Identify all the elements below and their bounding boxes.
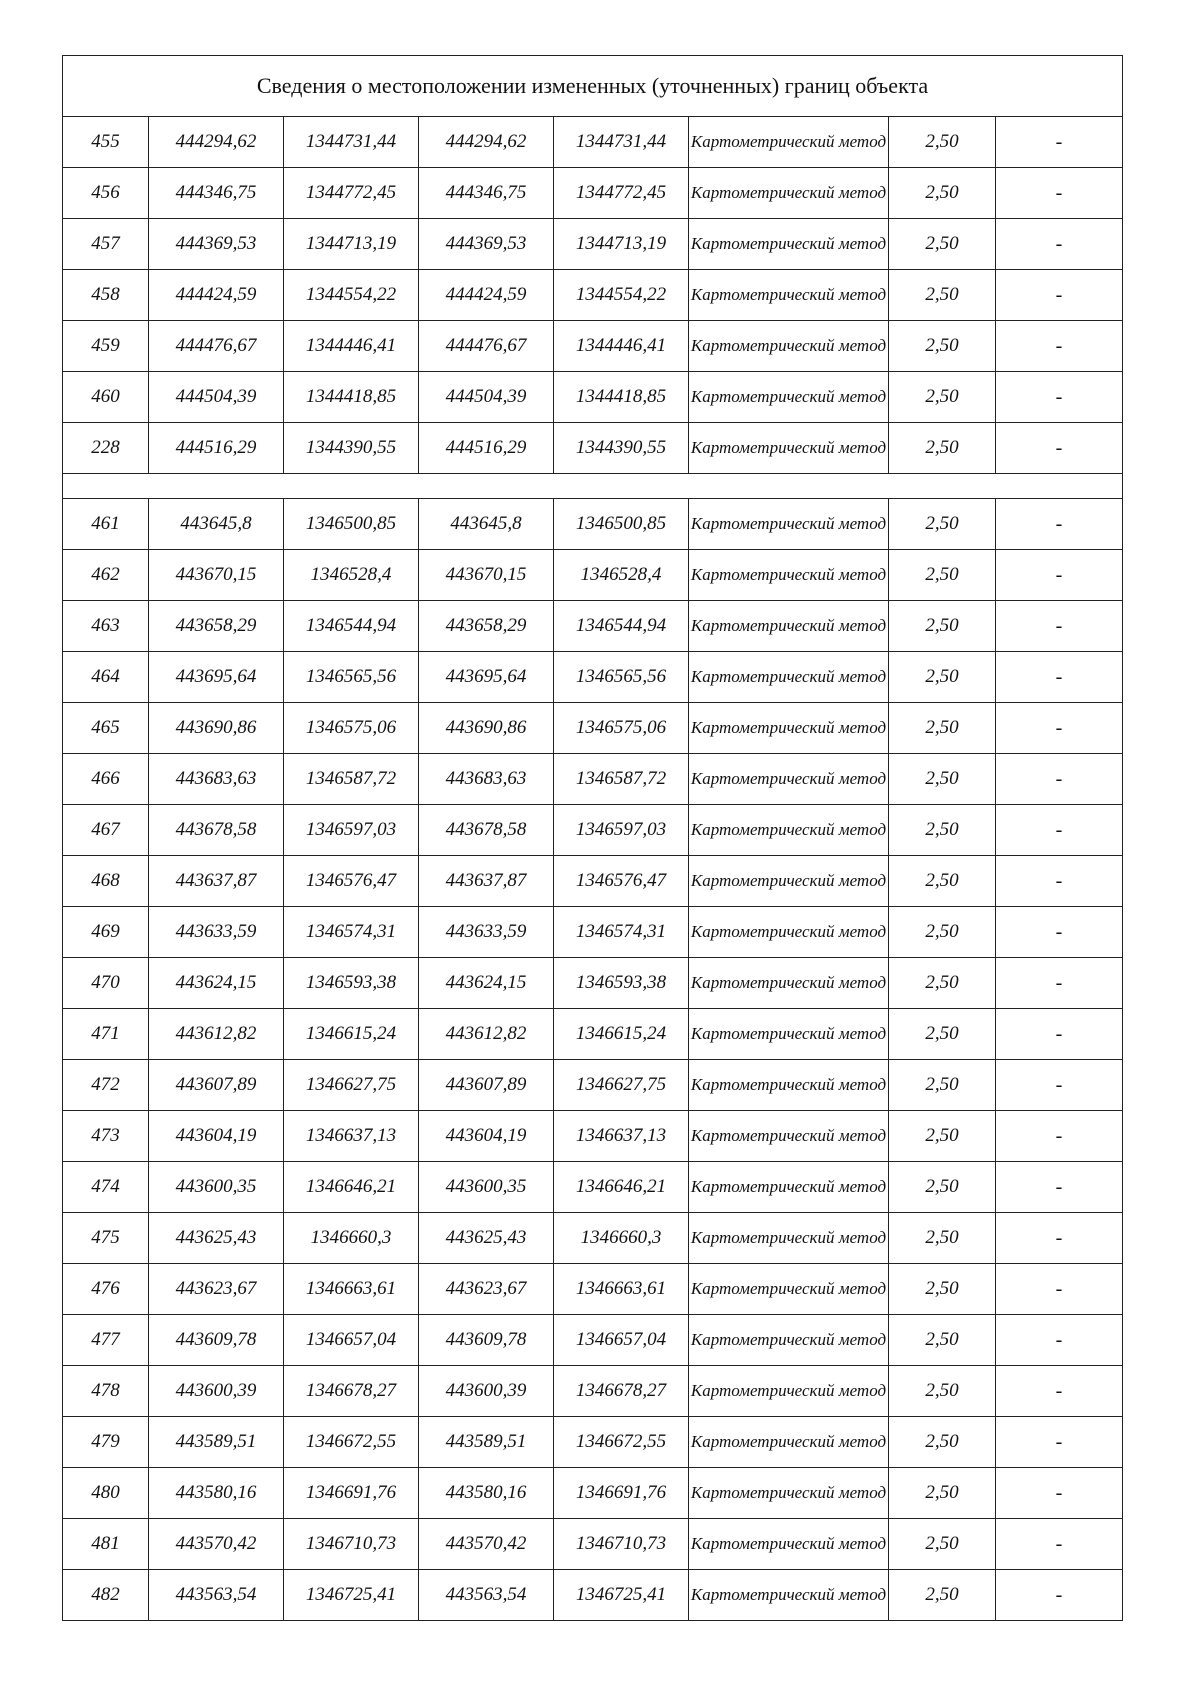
accuracy-cell: 2,50 [889, 856, 996, 907]
point-number-cell: 467 [63, 805, 149, 856]
x-refined-cell: 443600,39 [419, 1366, 554, 1417]
description-cell: - [996, 499, 1123, 550]
y-refined-cell: 1346710,73 [554, 1519, 689, 1570]
description-cell: - [996, 652, 1123, 703]
point-number-cell: 464 [63, 652, 149, 703]
x-existing-cell: 443609,78 [149, 1315, 284, 1366]
method-cell: Картометрический метод [689, 805, 889, 856]
y-refined-cell: 1344554,22 [554, 270, 689, 321]
accuracy-cell: 2,50 [889, 805, 996, 856]
accuracy-cell: 2,50 [889, 601, 996, 652]
point-number-cell: 482 [63, 1570, 149, 1621]
table-row [63, 1519, 1123, 1570]
description-cell: - [996, 372, 1123, 423]
y-existing-cell: 1346678,27 [284, 1366, 419, 1417]
point-number-cell: 468 [63, 856, 149, 907]
description-cell: - [996, 219, 1123, 270]
accuracy-cell: 2,50 [889, 1264, 996, 1315]
table-row [63, 601, 1123, 652]
x-existing-cell: 443580,16 [149, 1468, 284, 1519]
y-refined-cell: 1344446,41 [554, 321, 689, 372]
table-row [63, 958, 1123, 1009]
table-row [63, 805, 1123, 856]
y-refined-cell: 1344418,85 [554, 372, 689, 423]
x-existing-cell: 443600,39 [149, 1366, 284, 1417]
method-cell: Картометрический метод [689, 1213, 889, 1264]
y-existing-cell: 1346672,55 [284, 1417, 419, 1468]
description-cell: - [996, 1060, 1123, 1111]
x-existing-cell: 443695,64 [149, 652, 284, 703]
method-cell: Картометрический метод [689, 1315, 889, 1366]
point-number-cell: 480 [63, 1468, 149, 1519]
description-cell: - [996, 168, 1123, 219]
x-existing-cell: 444294,62 [149, 117, 284, 168]
x-refined-cell: 444504,39 [419, 372, 554, 423]
x-refined-cell: 444516,29 [419, 423, 554, 474]
y-existing-cell: 1346575,06 [284, 703, 419, 754]
y-existing-cell: 1346544,94 [284, 601, 419, 652]
point-number-cell: 474 [63, 1162, 149, 1213]
accuracy-cell: 2,50 [889, 1315, 996, 1366]
x-existing-cell: 444346,75 [149, 168, 284, 219]
point-number-cell: 470 [63, 958, 149, 1009]
x-refined-cell: 443678,58 [419, 805, 554, 856]
table-row [63, 652, 1123, 703]
y-existing-cell: 1346657,04 [284, 1315, 419, 1366]
table-title-row [63, 56, 1123, 117]
y-existing-cell: 1344554,22 [284, 270, 419, 321]
method-cell: Картометрический метод [689, 321, 889, 372]
x-refined-cell: 443607,89 [419, 1060, 554, 1111]
description-cell: - [996, 1315, 1123, 1366]
method-cell: Картометрический метод [689, 958, 889, 1009]
method-cell: Картометрический метод [689, 423, 889, 474]
y-refined-cell: 1344713,19 [554, 219, 689, 270]
table-row [63, 219, 1123, 270]
y-existing-cell: 1344772,45 [284, 168, 419, 219]
table-row [63, 270, 1123, 321]
x-refined-cell: 444369,53 [419, 219, 554, 270]
accuracy-cell: 2,50 [889, 754, 996, 805]
description-cell: - [996, 1111, 1123, 1162]
table-row [63, 907, 1123, 958]
point-number-cell: 473 [63, 1111, 149, 1162]
description-cell: - [996, 1570, 1123, 1621]
description-cell: - [996, 270, 1123, 321]
accuracy-cell: 2,50 [889, 907, 996, 958]
method-cell: Картометрический метод [689, 1009, 889, 1060]
table-row [63, 703, 1123, 754]
x-refined-cell: 443604,19 [419, 1111, 554, 1162]
point-number-cell: 228 [63, 423, 149, 474]
accuracy-cell: 2,50 [889, 372, 996, 423]
accuracy-cell: 2,50 [889, 1366, 996, 1417]
method-cell: Картометрический метод [689, 117, 889, 168]
y-refined-cell: 1346627,75 [554, 1060, 689, 1111]
y-refined-cell: 1346574,31 [554, 907, 689, 958]
y-existing-cell: 1346597,03 [284, 805, 419, 856]
x-existing-cell: 444504,39 [149, 372, 284, 423]
point-number-cell: 477 [63, 1315, 149, 1366]
accuracy-cell: 2,50 [889, 499, 996, 550]
y-existing-cell: 1346663,61 [284, 1264, 419, 1315]
accuracy-cell: 2,50 [889, 270, 996, 321]
method-cell: Картометрический метод [689, 856, 889, 907]
table-row [63, 499, 1123, 550]
point-number-cell: 469 [63, 907, 149, 958]
point-number-cell: 472 [63, 1060, 149, 1111]
table-row [63, 856, 1123, 907]
description-cell: - [996, 907, 1123, 958]
accuracy-cell: 2,50 [889, 168, 996, 219]
accuracy-cell: 2,50 [889, 1519, 996, 1570]
method-cell: Картометрический метод [689, 372, 889, 423]
x-refined-cell: 444294,62 [419, 117, 554, 168]
method-cell: Картометрический метод [689, 1417, 889, 1468]
description-cell: - [996, 423, 1123, 474]
accuracy-cell: 2,50 [889, 1213, 996, 1264]
table-row [63, 1366, 1123, 1417]
y-existing-cell: 1346660,3 [284, 1213, 419, 1264]
description-cell: - [996, 754, 1123, 805]
x-refined-cell: 443625,43 [419, 1213, 554, 1264]
x-refined-cell: 443600,35 [419, 1162, 554, 1213]
accuracy-cell: 2,50 [889, 423, 996, 474]
group-separator-cell [63, 474, 1123, 499]
x-refined-cell: 443633,59 [419, 907, 554, 958]
x-existing-cell: 443633,59 [149, 907, 284, 958]
description-cell: - [996, 550, 1123, 601]
accuracy-cell: 2,50 [889, 1060, 996, 1111]
y-refined-cell: 1346657,04 [554, 1315, 689, 1366]
x-refined-cell: 443670,15 [419, 550, 554, 601]
method-cell: Картометрический метод [689, 1162, 889, 1213]
y-refined-cell: 1346646,21 [554, 1162, 689, 1213]
y-refined-cell: 1346663,61 [554, 1264, 689, 1315]
point-number-cell: 476 [63, 1264, 149, 1315]
x-existing-cell: 443625,43 [149, 1213, 284, 1264]
point-number-cell: 457 [63, 219, 149, 270]
x-refined-cell: 444424,59 [419, 270, 554, 321]
accuracy-cell: 2,50 [889, 1417, 996, 1468]
x-existing-cell: 443563,54 [149, 1570, 284, 1621]
x-existing-cell: 443658,29 [149, 601, 284, 652]
point-number-cell: 481 [63, 1519, 149, 1570]
y-existing-cell: 1344390,55 [284, 423, 419, 474]
boundary-coordinates-table [62, 55, 1123, 1621]
x-refined-cell: 443612,82 [419, 1009, 554, 1060]
description-cell: - [996, 805, 1123, 856]
y-existing-cell: 1346646,21 [284, 1162, 419, 1213]
x-existing-cell: 443612,82 [149, 1009, 284, 1060]
table-row [63, 1417, 1123, 1468]
y-refined-cell: 1346587,72 [554, 754, 689, 805]
y-refined-cell: 1346575,06 [554, 703, 689, 754]
point-number-cell: 465 [63, 703, 149, 754]
y-existing-cell: 1346576,47 [284, 856, 419, 907]
y-refined-cell: 1346615,24 [554, 1009, 689, 1060]
x-existing-cell: 443570,42 [149, 1519, 284, 1570]
description-cell: - [996, 1366, 1123, 1417]
point-number-cell: 459 [63, 321, 149, 372]
y-refined-cell: 1346672,55 [554, 1417, 689, 1468]
point-number-cell: 475 [63, 1213, 149, 1264]
description-cell: - [996, 1519, 1123, 1570]
method-cell: Картометрический метод [689, 907, 889, 958]
method-cell: Картометрический метод [689, 1468, 889, 1519]
method-cell: Картометрический метод [689, 1111, 889, 1162]
method-cell: Картометрический метод [689, 219, 889, 270]
x-refined-cell: 443563,54 [419, 1570, 554, 1621]
y-refined-cell: 1346725,41 [554, 1570, 689, 1621]
x-refined-cell: 443580,16 [419, 1468, 554, 1519]
x-refined-cell: 443658,29 [419, 601, 554, 652]
table-row [63, 117, 1123, 168]
x-refined-cell: 443637,87 [419, 856, 554, 907]
x-refined-cell: 444476,67 [419, 321, 554, 372]
table-row [63, 168, 1123, 219]
point-number-cell: 462 [63, 550, 149, 601]
point-number-cell: 463 [63, 601, 149, 652]
description-cell: - [996, 1162, 1123, 1213]
x-existing-cell: 444476,67 [149, 321, 284, 372]
x-existing-cell: 443589,51 [149, 1417, 284, 1468]
method-cell: Картометрический метод [689, 1060, 889, 1111]
y-refined-cell: 1346678,27 [554, 1366, 689, 1417]
table-row [63, 1009, 1123, 1060]
description-cell: - [996, 1468, 1123, 1519]
method-cell: Картометрический метод [689, 1264, 889, 1315]
table-row [63, 1468, 1123, 1519]
x-existing-cell: 443623,67 [149, 1264, 284, 1315]
y-existing-cell: 1346500,85 [284, 499, 419, 550]
method-cell: Картометрический метод [689, 601, 889, 652]
y-existing-cell: 1346725,41 [284, 1570, 419, 1621]
y-existing-cell: 1346528,4 [284, 550, 419, 601]
table-row [63, 1060, 1123, 1111]
y-existing-cell: 1346593,38 [284, 958, 419, 1009]
y-refined-cell: 1344731,44 [554, 117, 689, 168]
accuracy-cell: 2,50 [889, 321, 996, 372]
accuracy-cell: 2,50 [889, 958, 996, 1009]
x-refined-cell: 443570,42 [419, 1519, 554, 1570]
table-title: Сведения о местоположении измененных (уточненных) границ объекта [63, 56, 1123, 117]
x-existing-cell: 443607,89 [149, 1060, 284, 1111]
x-refined-cell: 443623,67 [419, 1264, 554, 1315]
table-row [63, 321, 1123, 372]
y-refined-cell: 1346576,47 [554, 856, 689, 907]
y-refined-cell: 1344772,45 [554, 168, 689, 219]
y-refined-cell: 1344390,55 [554, 423, 689, 474]
method-cell: Картометрический метод [689, 270, 889, 321]
x-existing-cell: 444369,53 [149, 219, 284, 270]
method-cell: Картометрический метод [689, 754, 889, 805]
y-refined-cell: 1346500,85 [554, 499, 689, 550]
x-existing-cell: 443624,15 [149, 958, 284, 1009]
table-row [63, 754, 1123, 805]
method-cell: Картометрический метод [689, 703, 889, 754]
point-number-cell: 466 [63, 754, 149, 805]
table-body [63, 56, 1123, 1621]
accuracy-cell: 2,50 [889, 1009, 996, 1060]
y-refined-cell: 1346637,13 [554, 1111, 689, 1162]
accuracy-cell: 2,50 [889, 652, 996, 703]
x-existing-cell: 443645,8 [149, 499, 284, 550]
y-existing-cell: 1346574,31 [284, 907, 419, 958]
x-existing-cell: 443637,87 [149, 856, 284, 907]
description-cell: - [996, 321, 1123, 372]
table-row [63, 1111, 1123, 1162]
x-refined-cell: 443683,63 [419, 754, 554, 805]
x-existing-cell: 443683,63 [149, 754, 284, 805]
method-cell: Картометрический метод [689, 1570, 889, 1621]
method-cell: Картометрический метод [689, 168, 889, 219]
accuracy-cell: 2,50 [889, 1162, 996, 1213]
accuracy-cell: 2,50 [889, 219, 996, 270]
y-refined-cell: 1346565,56 [554, 652, 689, 703]
table-row [63, 1570, 1123, 1621]
accuracy-cell: 2,50 [889, 1570, 996, 1621]
description-cell: - [996, 1264, 1123, 1315]
y-existing-cell: 1346565,56 [284, 652, 419, 703]
y-existing-cell: 1346615,24 [284, 1009, 419, 1060]
x-refined-cell: 443695,64 [419, 652, 554, 703]
y-existing-cell: 1346637,13 [284, 1111, 419, 1162]
y-existing-cell: 1344731,44 [284, 117, 419, 168]
description-cell: - [996, 117, 1123, 168]
table-row [63, 550, 1123, 601]
point-number-cell: 478 [63, 1366, 149, 1417]
y-existing-cell: 1344418,85 [284, 372, 419, 423]
method-cell: Картометрический метод [689, 1366, 889, 1417]
point-number-cell: 460 [63, 372, 149, 423]
y-refined-cell: 1346691,76 [554, 1468, 689, 1519]
method-cell: Картометрический метод [689, 652, 889, 703]
y-refined-cell: 1346660,3 [554, 1213, 689, 1264]
x-existing-cell: 444424,59 [149, 270, 284, 321]
y-existing-cell: 1344446,41 [284, 321, 419, 372]
x-existing-cell: 443604,19 [149, 1111, 284, 1162]
accuracy-cell: 2,50 [889, 1111, 996, 1162]
description-cell: - [996, 1417, 1123, 1468]
x-refined-cell: 444346,75 [419, 168, 554, 219]
accuracy-cell: 2,50 [889, 703, 996, 754]
description-cell: - [996, 703, 1123, 754]
description-cell: - [996, 1213, 1123, 1264]
table-row [63, 1213, 1123, 1264]
x-existing-cell: 443690,86 [149, 703, 284, 754]
x-existing-cell: 444516,29 [149, 423, 284, 474]
x-refined-cell: 443624,15 [419, 958, 554, 1009]
table-row [63, 1315, 1123, 1366]
y-refined-cell: 1346528,4 [554, 550, 689, 601]
method-cell: Картометрический метод [689, 499, 889, 550]
description-cell: - [996, 601, 1123, 652]
table-row [63, 372, 1123, 423]
y-refined-cell: 1346593,38 [554, 958, 689, 1009]
y-existing-cell: 1344713,19 [284, 219, 419, 270]
y-refined-cell: 1346544,94 [554, 601, 689, 652]
x-existing-cell: 443600,35 [149, 1162, 284, 1213]
point-number-cell: 461 [63, 499, 149, 550]
accuracy-cell: 2,50 [889, 117, 996, 168]
y-existing-cell: 1346587,72 [284, 754, 419, 805]
point-number-cell: 471 [63, 1009, 149, 1060]
x-existing-cell: 443678,58 [149, 805, 284, 856]
point-number-cell: 455 [63, 117, 149, 168]
table-row [63, 1264, 1123, 1315]
accuracy-cell: 2,50 [889, 550, 996, 601]
accuracy-cell: 2,50 [889, 1468, 996, 1519]
point-number-cell: 479 [63, 1417, 149, 1468]
group-separator-row [63, 474, 1123, 499]
method-cell: Картометрический метод [689, 550, 889, 601]
x-refined-cell: 443589,51 [419, 1417, 554, 1468]
point-number-cell: 458 [63, 270, 149, 321]
x-refined-cell: 443645,8 [419, 499, 554, 550]
description-cell: - [996, 856, 1123, 907]
table-row [63, 423, 1123, 474]
description-cell: - [996, 1009, 1123, 1060]
y-existing-cell: 1346710,73 [284, 1519, 419, 1570]
description-cell: - [996, 958, 1123, 1009]
method-cell: Картометрический метод [689, 1519, 889, 1570]
y-refined-cell: 1346597,03 [554, 805, 689, 856]
x-existing-cell: 443670,15 [149, 550, 284, 601]
x-refined-cell: 443690,86 [419, 703, 554, 754]
y-existing-cell: 1346691,76 [284, 1468, 419, 1519]
point-number-cell: 456 [63, 168, 149, 219]
table-row [63, 1162, 1123, 1213]
x-refined-cell: 443609,78 [419, 1315, 554, 1366]
y-existing-cell: 1346627,75 [284, 1060, 419, 1111]
